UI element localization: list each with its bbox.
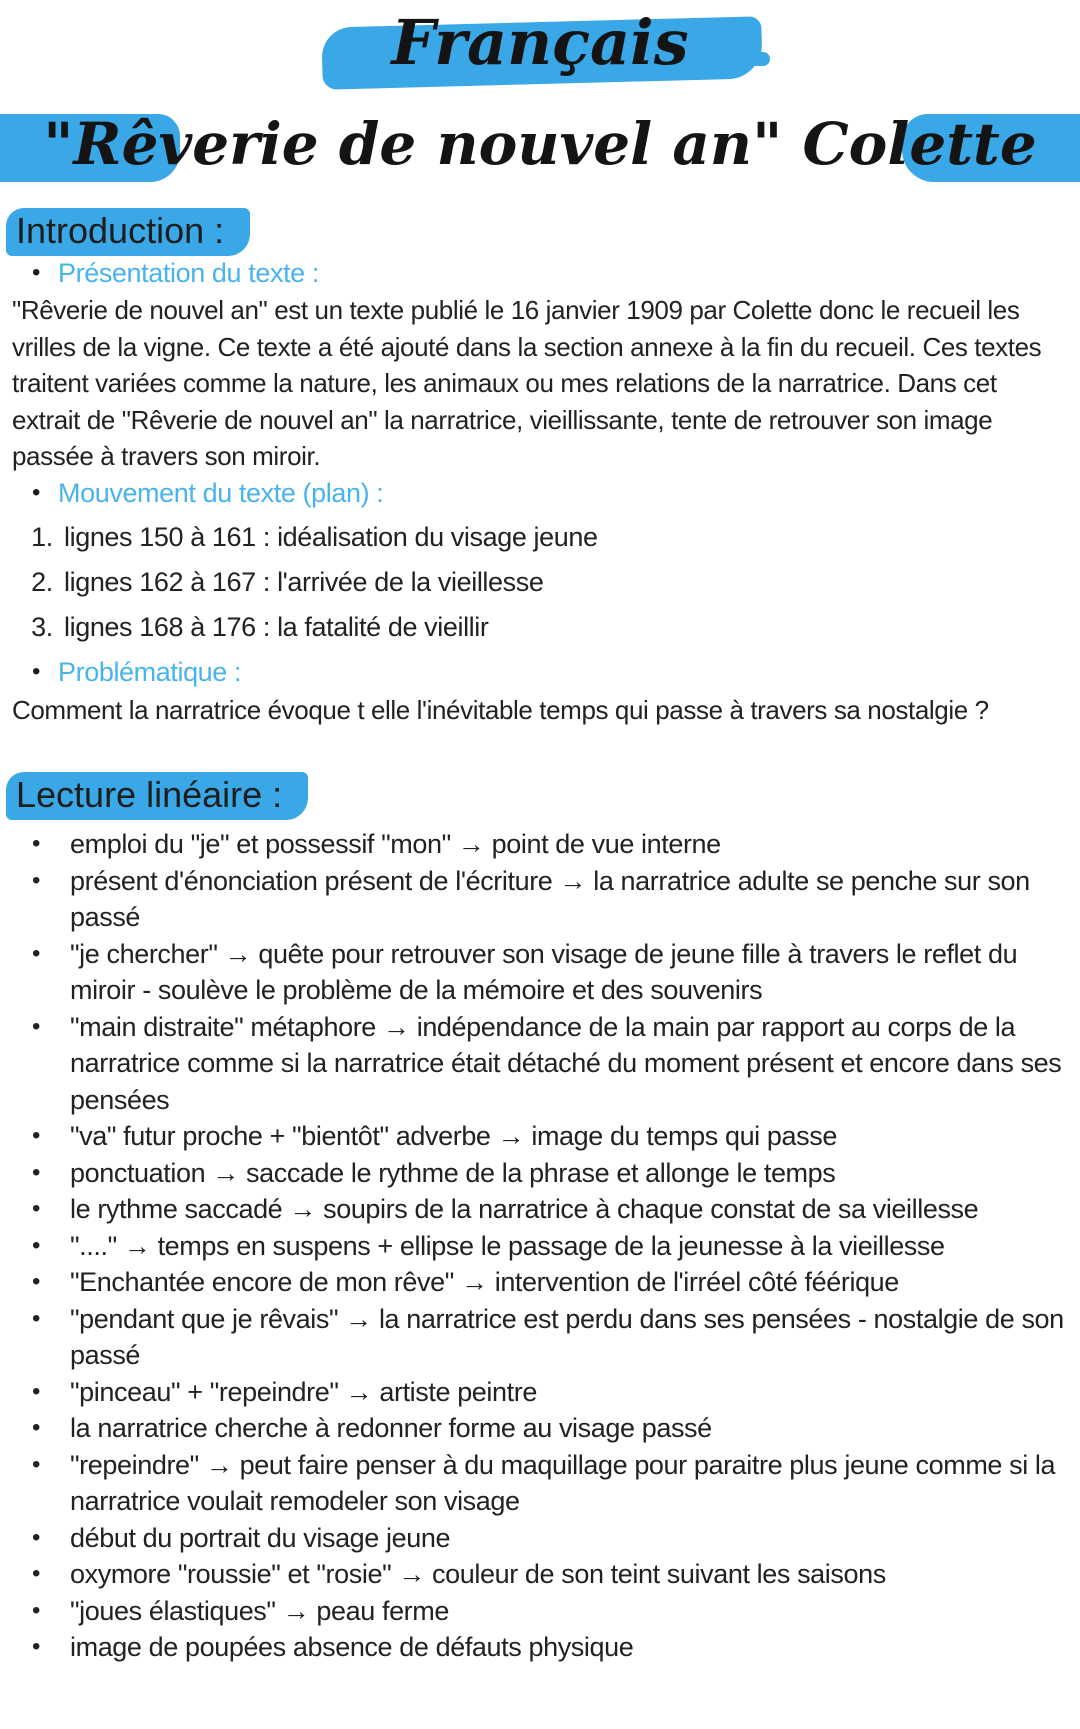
list-item: • emploi du "je" et possessif "mon" → point de vue interne [12, 826, 1068, 863]
list-item: • "pinceau" + "repeindre" → artiste peintre [12, 1374, 1068, 1411]
list-item: • présent d'énonciation présent de l'écriture → la narratrice adulte se penche sur son passé [12, 863, 1068, 936]
problematique-text: Comment la narratrice évoque t elle l'inévitable temps qui passe à travers sa nostalgie ? [12, 694, 989, 725]
list-item: • le rythme saccadé → soupirs de la narratrice à chaque constat de sa vieillesse [12, 1191, 1068, 1228]
plan-label: • Mouvement du texte (plan) : [32, 475, 1068, 513]
plan-item: 1. lignes 150 à 161 : idéalisation du visage jeune [60, 515, 1068, 560]
lecture-section [12, 826, 1068, 1666]
document-title: "Rêverie de nouvel an" Colette [43, 110, 1037, 178]
list-item: • la narratrice cherche à redonner forme au visage passé [12, 1410, 1068, 1447]
list-item: • "...." → temps en suspens + ellipse le passage de la jeunesse à la vieillesse [12, 1228, 1068, 1265]
list-item: • image de poupées absence de défauts physique [12, 1629, 1068, 1666]
list-item: • "pendant que je rêvais" → la narratrice est perdu dans ses pensées - nostalgie de son passé [12, 1301, 1068, 1374]
list-item: • "va" futur proche + "bientôt" adverbe → image du temps qui passe [12, 1118, 1068, 1155]
list-item: • début du portrait du visage jeune [12, 1520, 1068, 1557]
list-item: • "main distraite" métaphore → indépendance de la main par rapport au corps de la narratrice comme si la narratrice était détaché du moment présent et encore dans ses pensées [12, 1009, 1068, 1119]
list-item: • "joues élastiques" → peau ferme [12, 1593, 1068, 1630]
list-item: • ponctuation → saccade le rythme de la phrase et allonge le temps [12, 1155, 1068, 1192]
lecture-heading: Lecture linéaire : [6, 772, 308, 820]
list-item: • "je chercher" → quête pour retrouver son visage de jeune fille à travers le reflet du miroir - soulève le problème de la mémoire et des souvenirs [12, 936, 1068, 1009]
subject-title: Français [391, 6, 689, 79]
problematique-label: • Problématique : [32, 654, 1068, 692]
presentation-text: "Rêverie de nouvel an" est un texte publié le 16 janvier 1909 par Colette donc le recueil les vrilles de la vigne. Ce texte a été ajouté dans la section annexe à la fin du recueil. Ces textes traitent variées comme la nature, les animaux ou mes relations de la narratrice. Dans cet extrait de "Rêverie de nouvel an" la narratrice, vieillissante, tente de retrouver son image passée à travers son miroir. [12, 295, 1042, 471]
list-item: • "repeindre" → peut faire penser à du maquillage pour paraitre plus jeune comme si la narratrice voulait remodeler son visage [12, 1447, 1068, 1520]
introduction-section [12, 254, 1068, 728]
introduction-heading: Introduction : [6, 208, 250, 256]
plan-item: 3. lignes 168 à 176 : la fatalité de vieillir [60, 605, 1068, 650]
list-item: • oxymore "roussie" et "rosie" → couleur de son teint suivant les saisons [12, 1556, 1068, 1593]
list-item: • "Enchantée encore de mon rêve" → intervention de l'irréel côté féérique [12, 1264, 1068, 1301]
presentation-label: • Présentation du texte : [32, 254, 1068, 292]
plan-list [12, 515, 1068, 650]
plan-item: 2. lignes 162 à 167 : l'arrivée de la vieillesse [60, 560, 1068, 605]
lecture-list [12, 826, 1068, 1666]
